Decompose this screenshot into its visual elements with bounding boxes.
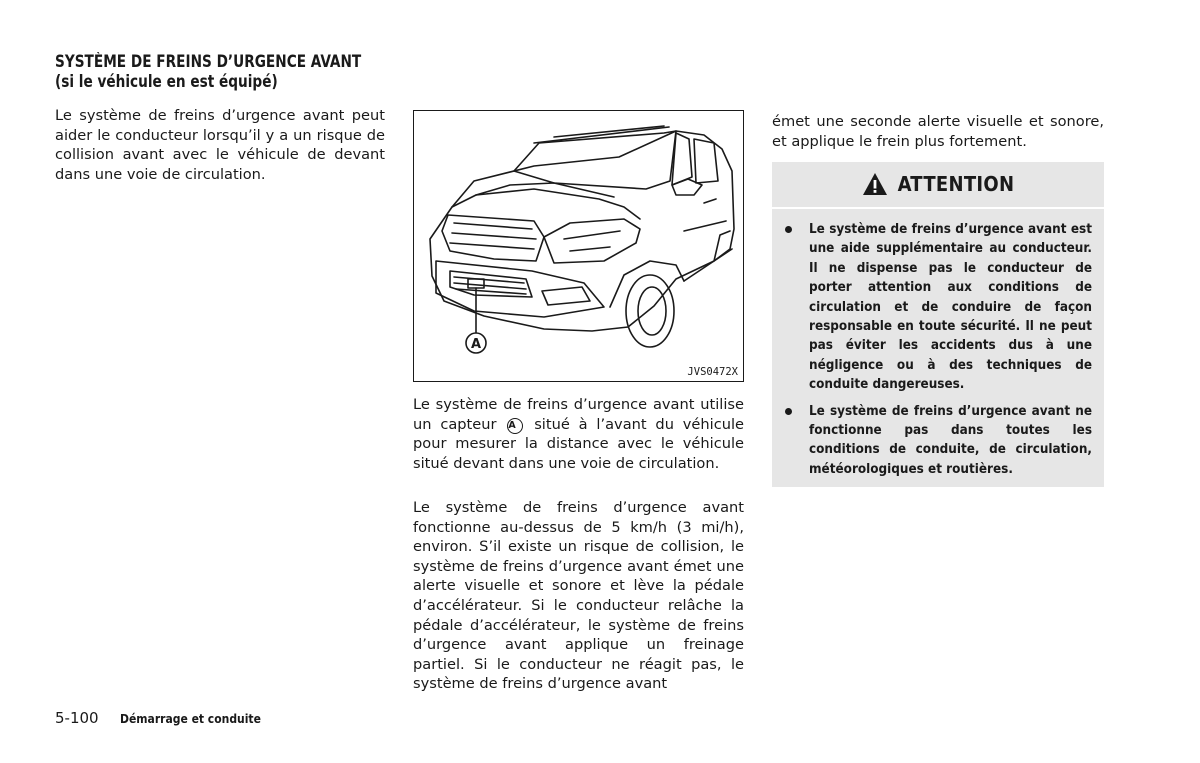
sensor-paragraph [413,395,744,473]
caution-item [772,220,1104,395]
suv-front-drawing [414,111,745,383]
intro-paragraph: Le système de freins d’urgence avant peut aider le conducteur lorsqu’il y a un risque de collision avant avec le véhicule de devant dans une voie de circulation. [55,107,385,183]
section-heading: SYSTÈME DE FREINS D’URGENCE AVANT (si le véhicule en est équipé) [55,52,362,91]
caution-item-text: Le système de freins d’urgence avant ne fonctionne pas dans toutes les conditions de conduite, de circulation, météorologiques et routières. [809,403,1092,477]
bullet-icon [785,226,792,233]
sensor-text-after: situé à l’avant du véhicule pour mesurer la distance avec le véhicule situé devant dans une voie de circulation. [413,415,745,472]
figure-code: JVS0472X [687,366,738,378]
sensor-callout-a: A [507,418,523,434]
figure-callout-a: A [470,337,482,352]
continuation-paragraph: émet une seconde alerte visuelle et sonore, et applique le frein plus fortement. [772,113,1104,150]
bullet-icon [785,408,792,415]
vehicle-illustration [413,110,744,382]
sensor-text-before: Le système de freins d’urgence avant utilise un capteur [413,396,744,433]
caution-header [772,162,1104,205]
caution-item [772,402,1104,480]
warning-triangle-icon [862,172,888,196]
caution-box [772,162,1104,487]
section-name: Démarrage et conduite [120,712,261,726]
caution-item-text: Le système de freins d’urgence avant est une aide supplémentaire au conducteur. Il ne dispense pas le conducteur de porter attention aux conditions de circulation et de conduire de façon responsable en toute sécurité. Il ne peut pas éviter les accidents dus à une négligence ou à des techniques de conduite dangereuses. [809,222,1092,393]
caution-divider [772,207,1104,209]
caution-title: ATTENTION [897,171,1015,196]
caution-list [772,220,1104,486]
page-number: 5-100 [55,709,99,727]
operation-paragraph: Le système de freins d’urgence avant fonctionne au-dessus de 5 km/h (3 mi/h), environ. S’il existe un risque de collision, le système de freins d’urgence avant émet une alerte visuelle et sonore et lève la pédale d’accélérateur. Si le conducteur relâche la pédale d’accélérateur, le système de freins d’urgence avant applique un freinage partiel. Si le conducteur ne réagit pas, le système de freins d’urgence avant [413,499,744,693]
